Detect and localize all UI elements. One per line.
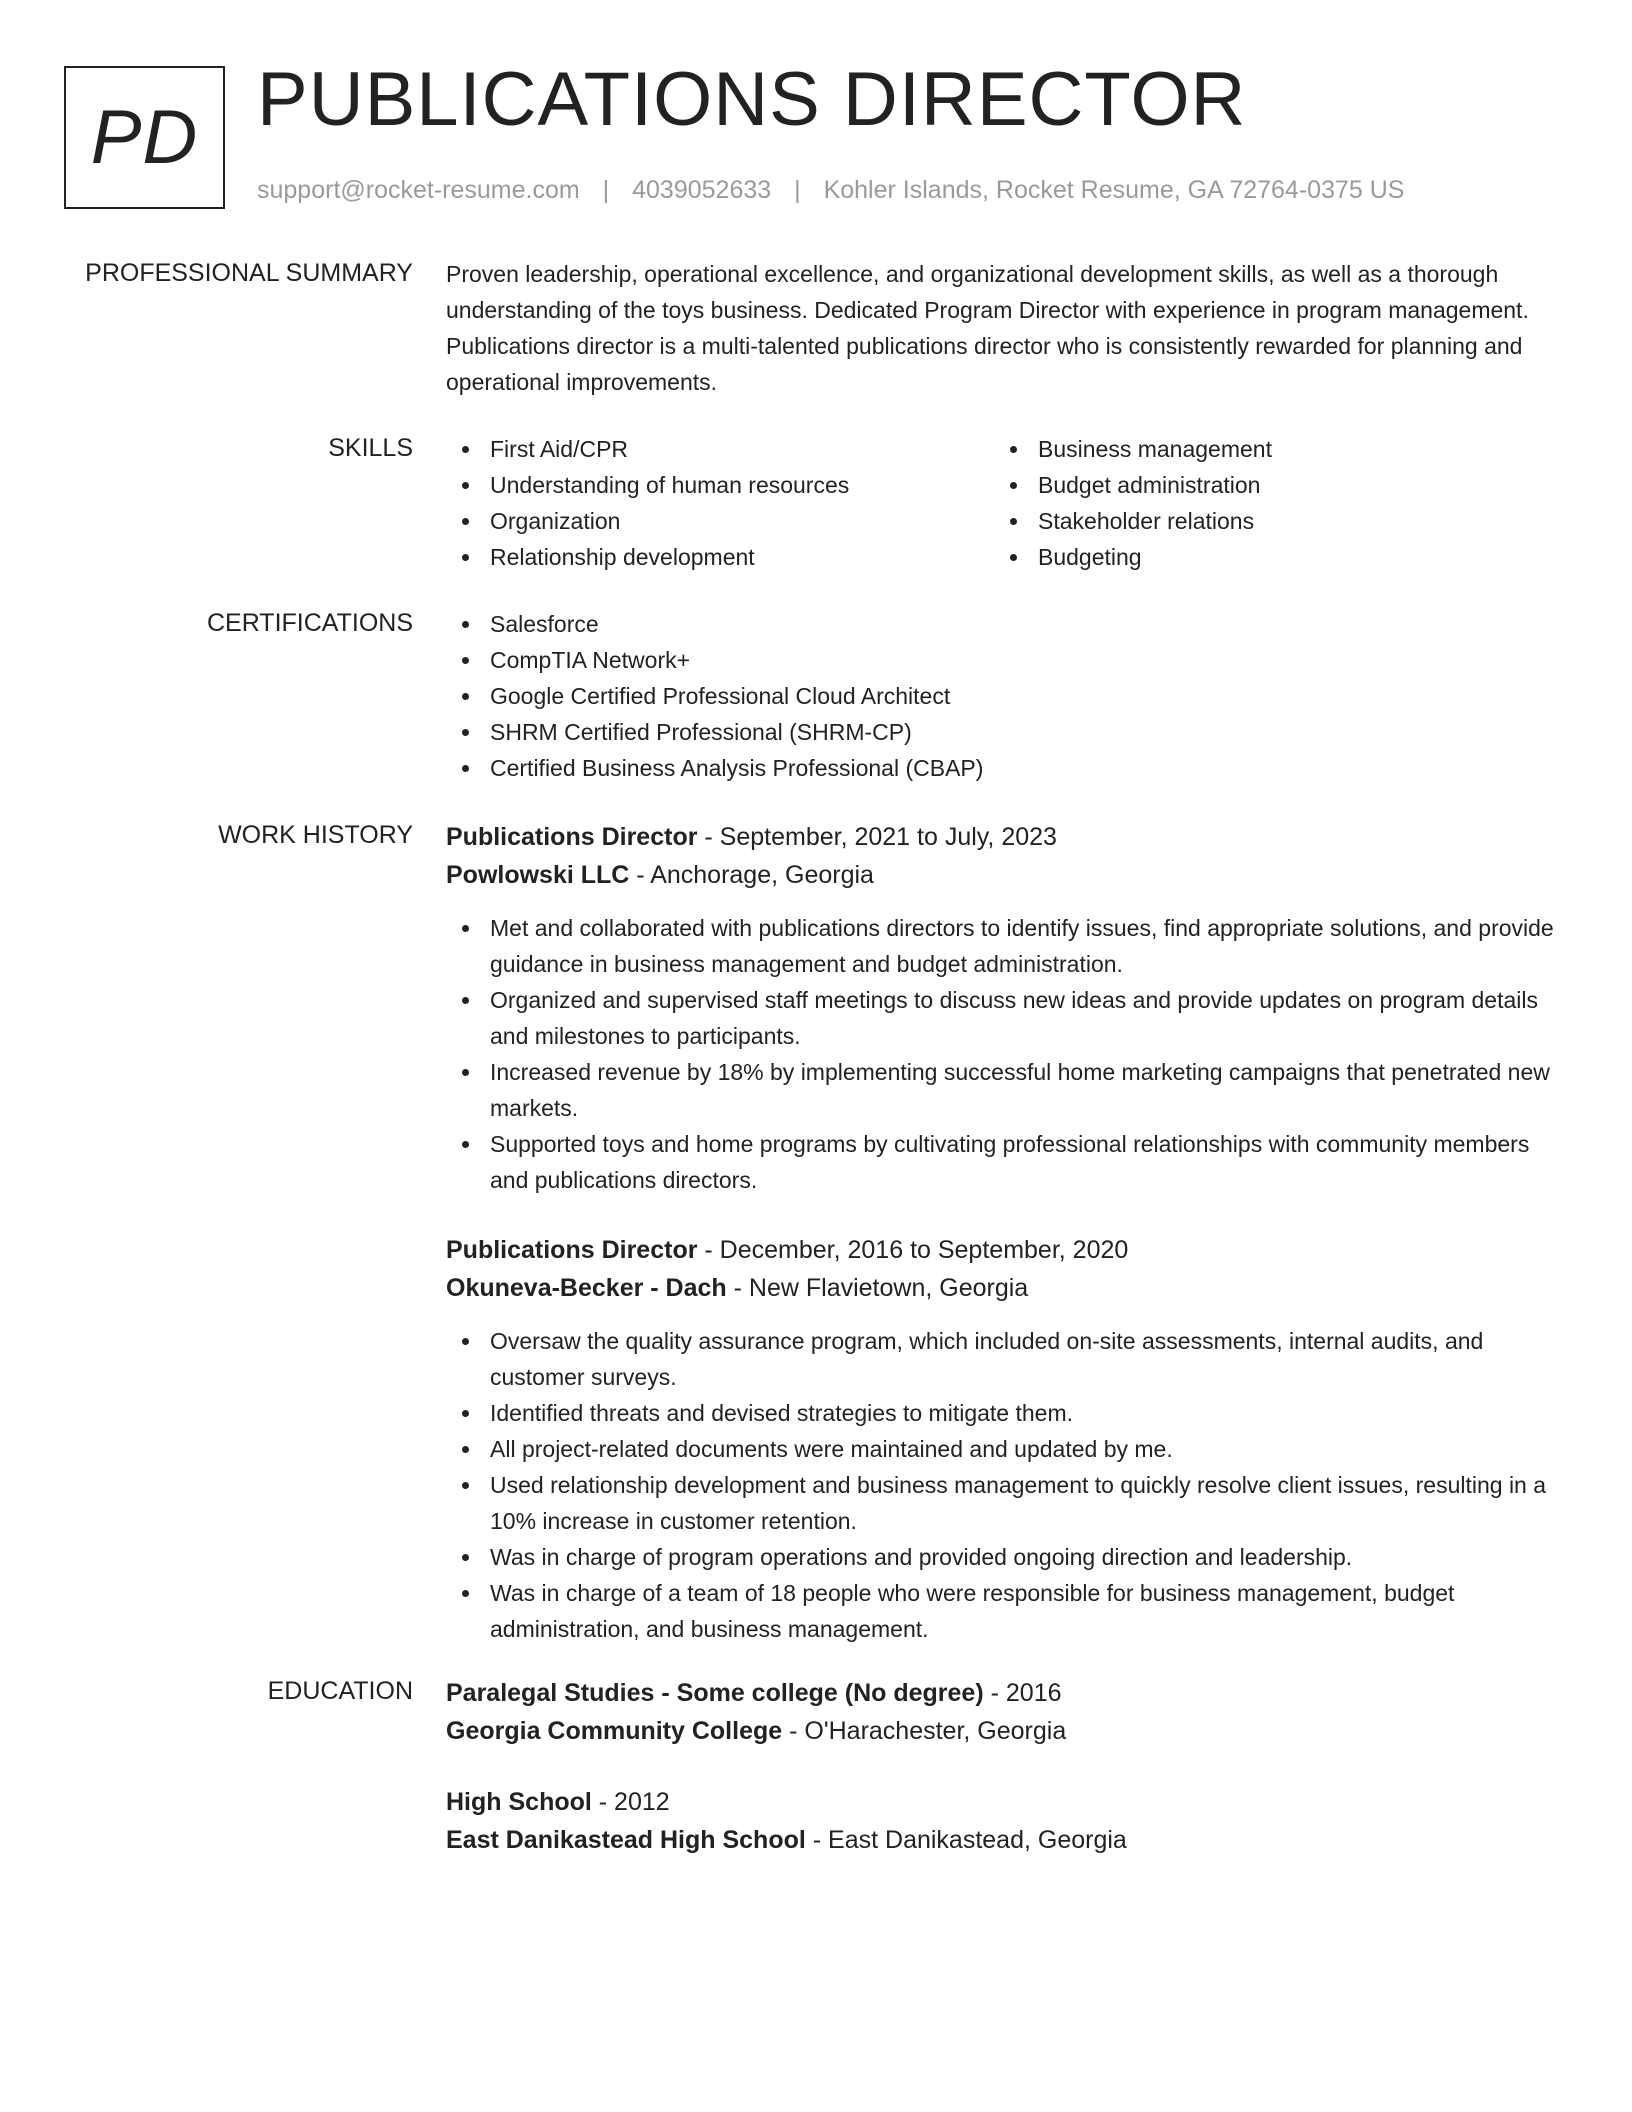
list-item: Used relationship development and business management to quickly resolve client issues, resulting in a 10% increase in customer retention.	[446, 1467, 1566, 1539]
education-degree-line	[446, 1674, 1566, 1712]
contact-line	[257, 176, 1404, 205]
list-item: Met and collaborated with publications directors to identify issues, find appropriate solutions, and provide guidance in business management and budget administration.	[446, 910, 1566, 982]
job-title: Publications Director	[446, 1236, 698, 1264]
education-entry	[446, 1783, 1566, 1859]
contact-phone[interactable]: 4039052633	[632, 176, 772, 204]
education-location: - O'Harachester, Georgia	[782, 1717, 1067, 1745]
summary-text: Proven leadership, operational excellence, and organizational development skills, as well as a thorough understanding of the toys business. Dedicated Program Director with experience in program management. Publications director is a multi-talented publications director who is consistently rewarded for planning and operational improvements.	[446, 261, 1529, 395]
contact-address: Kohler Islands, Rocket Resume, GA 72764-0375 US	[823, 176, 1405, 204]
education-location: - East Danikastead, Georgia	[805, 1826, 1127, 1854]
list-item: First Aid/CPR	[446, 431, 994, 467]
list-item: All project-related documents were maintained and updated by me.	[446, 1431, 1566, 1467]
list-item: Understanding of human resources	[446, 467, 994, 503]
education-degree-line	[446, 1783, 1566, 1821]
list-item: Was in charge of program operations and provided ongoing direction and leadership.	[446, 1539, 1566, 1575]
education-school-line	[446, 1821, 1566, 1859]
job-company: Powlowski LLC	[446, 861, 630, 889]
skills-list	[446, 431, 1566, 575]
list-item: Budgeting	[994, 539, 1542, 575]
list-item: Organized and supervised staff meetings to discuss new ideas and provide updates on program details and milestones to participants.	[446, 982, 1566, 1054]
job-entry	[446, 1231, 1566, 1647]
job-company: Okuneva-Becker - Dach	[446, 1274, 727, 1302]
job-entry	[446, 818, 1566, 1198]
monogram-box	[64, 66, 225, 209]
job-dates: - September, 2021 to July, 2023	[697, 823, 1057, 851]
resume-name: PUBLICATIONS DIRECTOR	[257, 57, 1247, 142]
list-item: CompTIA Network+	[446, 642, 1566, 678]
contact-separator: |	[602, 176, 610, 204]
certifications-list	[446, 606, 1566, 786]
education-year: - 2012	[591, 1788, 670, 1816]
education-school-line	[446, 1712, 1566, 1750]
job-title-line	[446, 818, 1566, 856]
contact-email[interactable]: support@rocket-resume.com	[257, 176, 580, 204]
list-item: Was in charge of a team of 18 people who were responsible for business management, budget administration, and business management.	[446, 1575, 1566, 1647]
job-company-line	[446, 1269, 1566, 1307]
job-title: Publications Director	[446, 823, 698, 851]
education-school: East Danikastead High School	[446, 1826, 806, 1854]
list-item: Business management	[994, 431, 1542, 467]
list-item: Budget administration	[994, 467, 1542, 503]
job-dates: - December, 2016 to September, 2020	[697, 1236, 1129, 1264]
job-title-line	[446, 1231, 1566, 1269]
list-item: Salesforce	[446, 606, 1566, 642]
education-entry	[446, 1674, 1566, 1750]
list-item: Stakeholder relations	[994, 503, 1542, 539]
contact-separator: |	[794, 176, 801, 204]
job-location: - New Flavietown, Georgia	[726, 1274, 1029, 1302]
section-label-work: WORK HISTORY	[218, 821, 413, 849]
list-item: Certified Business Analysis Professional (CBAP)	[446, 750, 1566, 786]
job-bullets	[446, 1323, 1566, 1647]
section-label-skills: SKILLS	[328, 434, 413, 462]
education-school: Georgia Community College	[446, 1717, 783, 1745]
education-body	[446, 1674, 1566, 1859]
skills-column-2	[994, 431, 1542, 575]
section-label-education: EDUCATION	[267, 1677, 413, 1705]
list-item: Increased revenue by 18% by implementing successful home marketing campaigns that penetrated new markets.	[446, 1054, 1566, 1126]
work-history-body	[446, 818, 1566, 1647]
list-item: Supported toys and home programs by cultivating professional relationships with community members and publications directors.	[446, 1126, 1566, 1198]
education-degree: High School	[446, 1788, 592, 1816]
list-item: Relationship development	[446, 539, 994, 575]
job-bullets	[446, 910, 1566, 1198]
education-year: - 2016	[983, 1679, 1062, 1707]
list-item: SHRM Certified Professional (SHRM-CP)	[446, 714, 1566, 750]
job-location: - Anchorage, Georgia	[629, 861, 874, 889]
monogram-initials: PD	[90, 95, 199, 180]
section-label-summary: PROFESSIONAL SUMMARY	[85, 259, 413, 287]
section-label-certifications: CERTIFICATIONS	[206, 609, 413, 637]
education-degree: Paralegal Studies - Some college (No degree)	[446, 1679, 984, 1707]
list-item: Identified threats and devised strategies to mitigate them.	[446, 1395, 1566, 1431]
job-company-line	[446, 856, 1566, 894]
list-item: Oversaw the quality assurance program, which included on-site assessments, internal audits, and customer surveys.	[446, 1323, 1566, 1395]
list-item: Organization	[446, 503, 994, 539]
skills-column-1	[446, 431, 994, 575]
list-item: Google Certified Professional Cloud Architect	[446, 678, 1566, 714]
